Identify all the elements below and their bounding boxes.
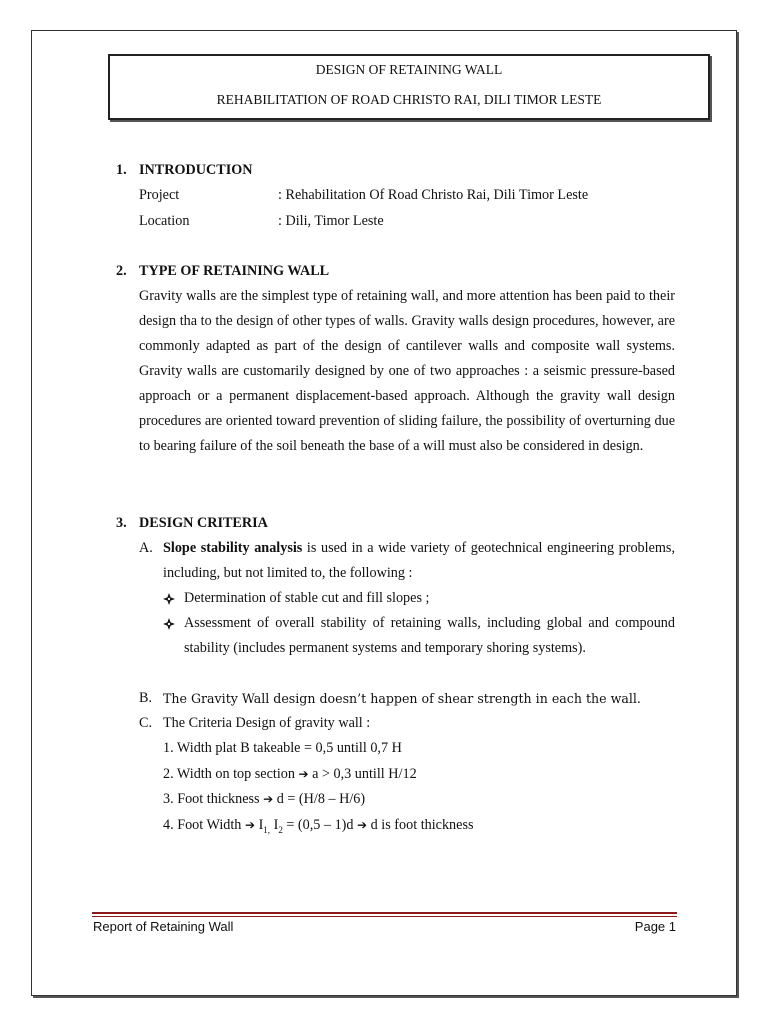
item-a-bold: Slope stability analysis — [163, 540, 303, 556]
item-a-paragraph — [163, 536, 675, 586]
footer-rule — [92, 912, 677, 914]
item-b-text: The Gravity Wall design doesn’t happen of shear strength in each the wall. — [163, 691, 641, 706]
section-2-heading: TYPE OF RETAINING WALL — [139, 263, 330, 279]
section-3-heading: DESIGN CRITERIA — [139, 515, 268, 531]
title-box — [108, 54, 710, 120]
footer-title: Report of Retaining Wall — [93, 919, 234, 934]
section-2-number: 2. — [116, 263, 127, 279]
item-c-marker: C. — [139, 715, 153, 731]
criteria-item-1: 1. Width plat B takeable = 0,5 untill 0,7 H — [163, 740, 402, 756]
item-a-text: is used in a wide variety of geotechnical engineering problems, including, but not limited to, the following : — [163, 540, 675, 581]
project-value: : Rehabilitation Of Road Christo Rai, Dili Timor Leste — [278, 187, 589, 203]
section-2-paragraph: Gravity walls are the simplest type of retaining wall, and more attention has been paid to their design tha to the design of other types of walls. Gravity walls design procedures, however, are commonly adapted as part of the design of cantilever walls and composite wall systems. Gravity walls are customarily designed by one of two approaches : a seismic pressure-based approach or a permanent displacement-based approach. Although the gravity wall design procedures are oriented toward prevention of sliding failure, the possibility of overturning due to bearing failure of the soil beneath the base of a will must also be considered in design. — [139, 288, 675, 454]
subscript-1: 1, — [263, 824, 271, 835]
arrow-right-icon: ➔ — [263, 792, 274, 806]
diamond-bullet-icon — [163, 618, 175, 634]
subscript-2: 2 — [278, 824, 283, 835]
footer-rule — [92, 916, 677, 917]
arrow-right-icon: ➔ — [244, 818, 256, 832]
document-title: DESIGN OF RETAINING WALL — [315, 62, 503, 77]
project-label: Project — [139, 187, 180, 203]
item-c-text: The Criteria Design of gravity wall : — [163, 715, 371, 731]
criteria-item-4-note: d is foot thickness — [370, 817, 474, 833]
item-b-marker: B. — [139, 690, 153, 706]
criteria-item-3-value: d = (H/8 – H/6) — [276, 791, 366, 807]
criteria-item-4 — [163, 813, 474, 843]
criteria-item-3 — [163, 787, 365, 812]
section-1-heading: INTRODUCTION — [139, 162, 253, 178]
item-a-marker: A. — [139, 540, 153, 556]
bullet-item-2: Assessment of overall stability of retaining walls, including global and compound stability (includes permanent systems and temporary shoring systems). — [184, 615, 675, 656]
bullet-item-1: Determination of stable cut and fill slopes ; — [184, 590, 430, 606]
arrow-right-icon: ➔ — [298, 767, 309, 781]
diamond-bullet-icon — [163, 593, 175, 609]
i-letter: I — [273, 817, 279, 833]
criteria-item-2 — [163, 762, 417, 787]
location-label: Location — [139, 213, 190, 229]
i-letter: I — [258, 817, 264, 833]
arrow-right-icon: ➔ — [357, 818, 368, 832]
section-1-number: 1. — [116, 162, 127, 178]
page-number: Page 1 — [634, 919, 676, 934]
criteria-item-4-label: 4. Foot Width — [163, 817, 242, 833]
criteria-item-4-value: = (0,5 – 1)d — [286, 817, 354, 833]
section-3-number: 3. — [116, 515, 127, 531]
criteria-item-2-label: 2. Width on top section — [163, 766, 295, 782]
location-value: : Dili, Timor Leste — [278, 213, 384, 229]
page-border — [31, 30, 737, 996]
document-subtitle: REHABILITATION OF ROAD CHRISTO RAI, DILI TIMOR LESTE — [216, 92, 602, 107]
criteria-item-2-value: a > 0,3 untill H/12 — [312, 766, 417, 782]
criteria-item-3-label: 3. Foot thickness — [163, 791, 260, 807]
